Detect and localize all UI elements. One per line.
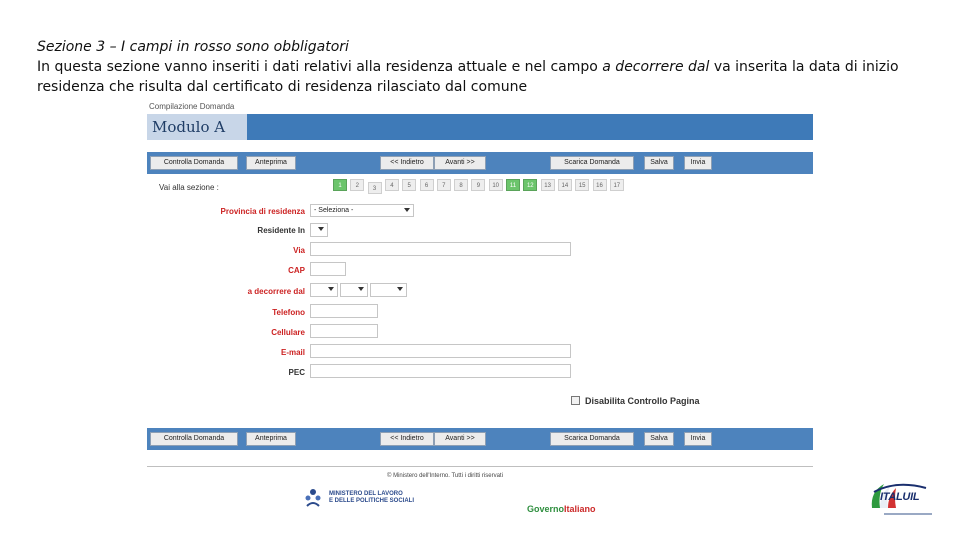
via-input[interactable] xyxy=(310,242,571,256)
provincia-select[interactable] xyxy=(310,204,414,217)
residente-select[interactable] xyxy=(310,223,328,237)
form-screenshot xyxy=(147,100,813,514)
indietro-button[interactable]: << Indietro xyxy=(380,432,434,446)
cellulare-input[interactable] xyxy=(310,324,378,338)
ministero-line2: E DELLE POLITICHE SOCIALI xyxy=(329,498,415,504)
governo-text-1: Governo xyxy=(527,504,565,514)
anteprima-button[interactable]: Anteprima xyxy=(246,432,296,446)
ministero-emblem-icon xyxy=(303,486,323,510)
controlla-domanda-button[interactable]: Controlla Domanda xyxy=(150,156,238,170)
chevron-down-icon xyxy=(358,287,364,291)
section-link-10[interactable]: 10 xyxy=(489,179,503,191)
module-title: Modulo A xyxy=(147,114,247,140)
intro-title: Sezione 3 – I campi in rosso sono obbligatori xyxy=(37,39,349,55)
governo-text-2: Italiano xyxy=(564,504,596,514)
section-link-5[interactable]: 5 xyxy=(402,179,416,191)
label-telefono: Telefono xyxy=(272,308,305,317)
section-link-3[interactable]: 3 xyxy=(368,182,382,194)
salva-button[interactable]: Salva xyxy=(644,156,674,170)
controlla-domanda-button[interactable]: Controlla Domanda xyxy=(150,432,238,446)
chevron-down-icon xyxy=(328,287,334,291)
intro-paragraph xyxy=(37,57,937,97)
disabilita-controllo[interactable] xyxy=(571,396,700,406)
email-input[interactable] xyxy=(310,344,571,358)
governo-italiano-logo xyxy=(527,504,596,514)
disabilita-label: Disabilita Controllo Pagina xyxy=(585,396,700,406)
telefono-input[interactable] xyxy=(310,304,378,318)
intro-text-after: va inserita la data di inizio residenza che risulta dal certificato di residenza rilasciato dal comune xyxy=(37,59,899,95)
breadcrumb: Compilazione Domanda xyxy=(149,102,235,111)
section-link-13[interactable]: 13 xyxy=(541,179,555,191)
section-link-7[interactable]: 7 xyxy=(437,179,451,191)
cap-input[interactable] xyxy=(310,262,346,276)
chevron-down-icon xyxy=(404,208,410,212)
disabilita-checkbox[interactable] xyxy=(571,396,580,405)
label-pec: PEC xyxy=(288,368,305,377)
provincia-select-value: - Seleziona - xyxy=(314,207,354,214)
section-link-8[interactable]: 8 xyxy=(454,179,468,191)
scarica-domanda-button[interactable]: Scarica Domanda xyxy=(550,432,634,446)
header-bar xyxy=(147,114,813,140)
section-link-12[interactable]: 12 xyxy=(523,179,537,191)
section-link-11[interactable]: 11 xyxy=(506,179,520,191)
decorrere-day-select[interactable] xyxy=(310,283,338,297)
section-link-1[interactable]: 1 xyxy=(333,179,347,191)
pec-input[interactable] xyxy=(310,364,571,378)
section-link-16[interactable]: 16 xyxy=(593,179,607,191)
label-cap: CAP xyxy=(288,266,305,275)
section-link-9[interactable]: 9 xyxy=(471,179,485,191)
avanti-button[interactable]: Avanti >> xyxy=(434,156,486,170)
ministero-line1: MINISTERO DEL LAVORO xyxy=(329,491,403,497)
decorrere-month-select[interactable] xyxy=(340,283,368,297)
sections-label: Vai alla sezione : xyxy=(159,183,219,192)
toolbar-top xyxy=(147,152,813,174)
label-provincia: Provincia di residenza xyxy=(220,207,305,216)
italuil-tagline-line xyxy=(884,513,932,515)
label-cellulare: Cellulare xyxy=(271,328,305,337)
invia-button[interactable]: Invia xyxy=(684,432,712,446)
salva-button[interactable]: Salva xyxy=(644,432,674,446)
chevron-down-icon xyxy=(318,227,324,231)
intro-text-before: In questa sezione vanno inseriti i dati relativi alla residenza attuale e nel campo xyxy=(37,59,603,75)
label-residente: Residente In xyxy=(257,226,305,235)
section-link-6[interactable]: 6 xyxy=(420,179,434,191)
anteprima-button[interactable]: Anteprima xyxy=(246,156,296,170)
scarica-domanda-button[interactable]: Scarica Domanda xyxy=(550,156,634,170)
label-via: Via xyxy=(293,246,305,255)
indietro-button[interactable]: << Indietro xyxy=(380,156,434,170)
decorrere-year-select[interactable] xyxy=(370,283,407,297)
avanti-button[interactable]: Avanti >> xyxy=(434,432,486,446)
intro-text-em: a decorrere dal xyxy=(602,59,710,75)
ministero-logo xyxy=(303,486,414,510)
italuil-logo xyxy=(866,478,934,520)
invia-button[interactable]: Invia xyxy=(684,156,712,170)
copyright: © Ministero dell'Interno. Tutti i diritti riservati xyxy=(387,473,503,479)
section-link-15[interactable]: 15 xyxy=(575,179,589,191)
section-link-14[interactable]: 14 xyxy=(558,179,572,191)
label-decorrere: a decorrere dal xyxy=(247,287,305,296)
chevron-down-icon xyxy=(397,287,403,291)
footer-divider xyxy=(147,466,813,467)
section-link-2[interactable]: 2 xyxy=(350,179,364,191)
section-link-17[interactable]: 17 xyxy=(610,179,624,191)
label-email: E-mail xyxy=(280,348,305,357)
intro-text xyxy=(37,37,937,97)
italuil-brand: ITALUIL xyxy=(880,491,920,503)
toolbar-bottom xyxy=(147,428,813,450)
section-link-4[interactable]: 4 xyxy=(385,179,399,191)
